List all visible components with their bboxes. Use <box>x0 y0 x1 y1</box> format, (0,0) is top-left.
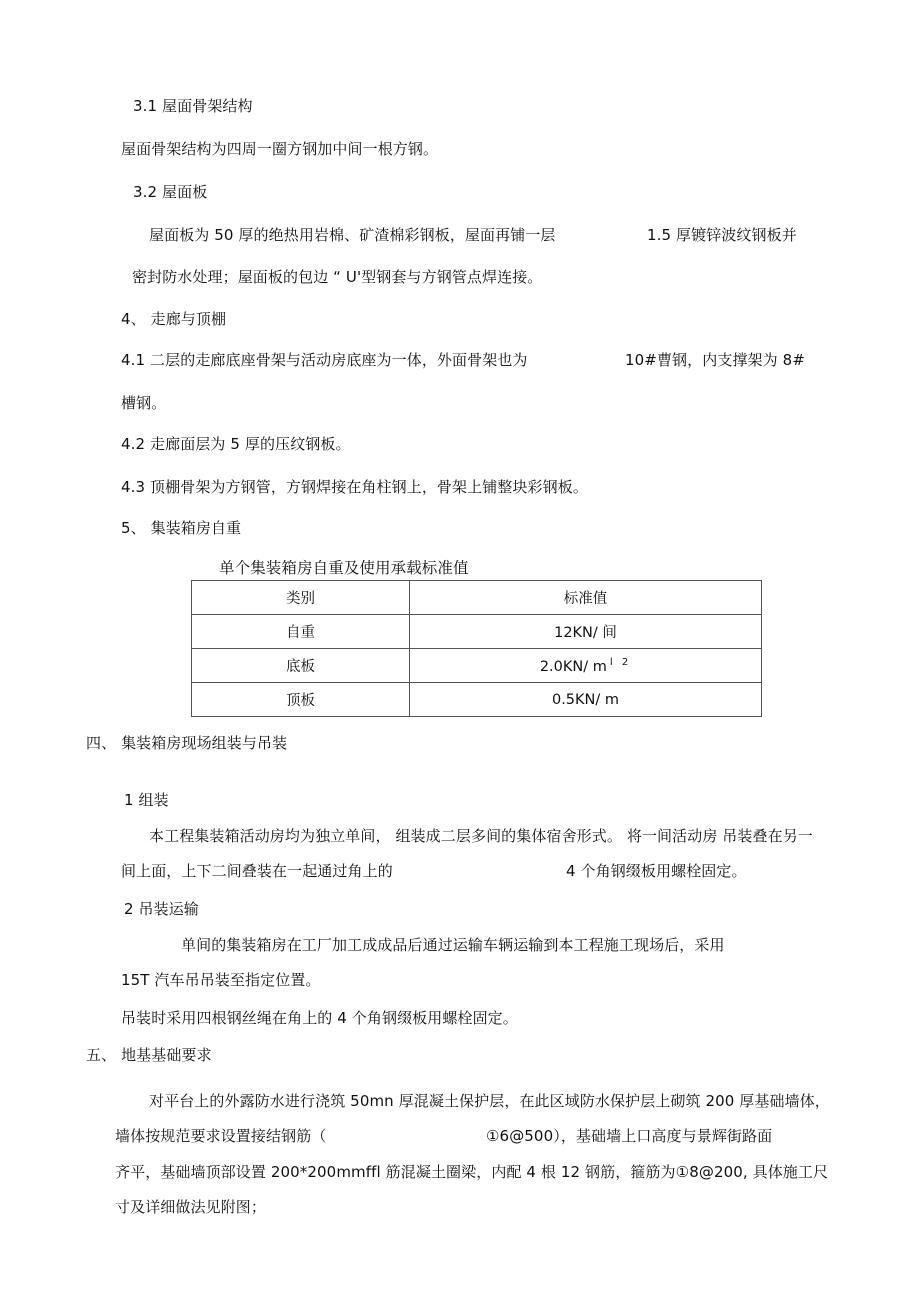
paragraph-foundation-line4: 寸及详细做法见附图； <box>115 1198 267 1216</box>
table-cell-value-text: 12KN/ 间 <box>554 625 617 641</box>
heading-section-5: 五、 地基基础要求 <box>86 1046 212 1064</box>
heading-3-2: 3.2 屋面板 <box>133 183 208 201</box>
table-row <box>192 615 762 649</box>
paragraph-4-2: 4.2 走廊面层为 5 厚的压纹钢板。 <box>121 435 351 453</box>
paragraph-4-1-line1b: 10#曹钢，内支撑架为 8# <box>625 351 805 369</box>
table-cell-value <box>410 649 762 683</box>
heading-assembly: 1 组装 <box>124 791 169 809</box>
heading-5: 5、 集装箱房自重 <box>121 519 242 537</box>
table-row <box>192 683 762 717</box>
paragraph-hoisting-line2: 15T 汽车吊吊装至指定位置。 <box>121 971 321 989</box>
paragraph-assembly-line2a: 间上面，上下二间叠装在一起通过角上的 <box>121 862 393 880</box>
paragraph-assembly-line2b: 4 个角钢缀板用螺栓固定。 <box>566 862 747 880</box>
table-cell-value-text: 2.0KN/ m <box>539 658 607 675</box>
heading-4: 4、 走廊与顶棚 <box>121 310 227 328</box>
paragraph-4-1-line1a: 4.1 二层的走廊底座骨架与活动房底座为一体，外面骨架也为 <box>121 351 528 369</box>
paragraph-3-2-line1b: 1.5 厚镀锌波纹钢板并 <box>647 226 797 244</box>
paragraph-3-2-line2: 密封防水处理；屋面板的包边 “ U'型钢套与方钢管点焊连接。 <box>132 268 543 286</box>
paragraph-3-1: 屋面骨架结构为四周一圈方钢加中间一根方钢。 <box>121 140 439 158</box>
table-caption: 单个集装箱房自重及使用承载标准值 <box>219 559 469 577</box>
table-cell-value <box>410 615 762 649</box>
table-cell-value-text: 0.5KN/ m <box>551 691 620 708</box>
paragraph-foundation-line1: 对平台上的外露防水进行浇筑 50mn 厚混凝土保护层，在此区域防水保护层上砌筑 200 厚基础墙体， <box>149 1092 830 1110</box>
heading-3-1: 3.1 屋面骨架结构 <box>133 97 253 115</box>
paragraph-hoisting-line3: 吊装时采用四根钢丝绳在角上的 4 个角钢缀板用螺栓固定。 <box>121 1009 518 1027</box>
paragraph-assembly-line1: 本工程集装箱活动房均为独立单间， 组装成二层多间的集体宿舍形式。 将一间活动房 吊装叠在另一 <box>149 827 813 845</box>
paragraph-hoisting-line1: 单间的集装箱房在工厂加工成成品后通过运输车辆运输到本工程施工现场后，采用 <box>181 936 725 954</box>
table-cell-category: 底板 <box>192 649 410 683</box>
table-cell-category: 顶板 <box>192 683 410 717</box>
load-standard-table <box>191 580 762 717</box>
heading-section-4: 四、 集装箱房现场组装与吊装 <box>86 734 288 752</box>
paragraph-4-3: 4.3 顶棚骨架为方钢管，方钢焊接在角柱钢上，骨架上铺整块彩钢板。 <box>121 478 588 496</box>
table-header-value: 标准值 <box>410 581 762 615</box>
table-cell-category: 自重 <box>192 615 410 649</box>
table-header-row <box>192 581 762 615</box>
table-row <box>192 649 762 683</box>
table-header-category: 类别 <box>192 581 410 615</box>
paragraph-foundation-line2b: ①6@500），基础墙上口高度与景辉街路面 <box>486 1127 773 1145</box>
table-cell-superscript: l 2 <box>609 656 632 668</box>
heading-hoisting: 2 吊装运输 <box>124 900 199 918</box>
table-cell-value <box>410 683 762 717</box>
paragraph-foundation-line2a: 墙体按规范要求设置接结钢筋（ <box>115 1127 327 1145</box>
paragraph-4-1-line2: 槽钢。 <box>121 394 167 412</box>
paragraph-foundation-line3: 齐平，基础墙顶部设置 200*200mmffl 筋混凝土圈梁，内配 4 根 12 钢筋，箍筋为①8@200, 具体施工尺 <box>115 1163 829 1181</box>
paragraph-3-2-line1a: 屋面板为 50 厚的绝热用岩棉、矿渣棉彩钢板，屋面再铺一层 <box>149 226 556 244</box>
